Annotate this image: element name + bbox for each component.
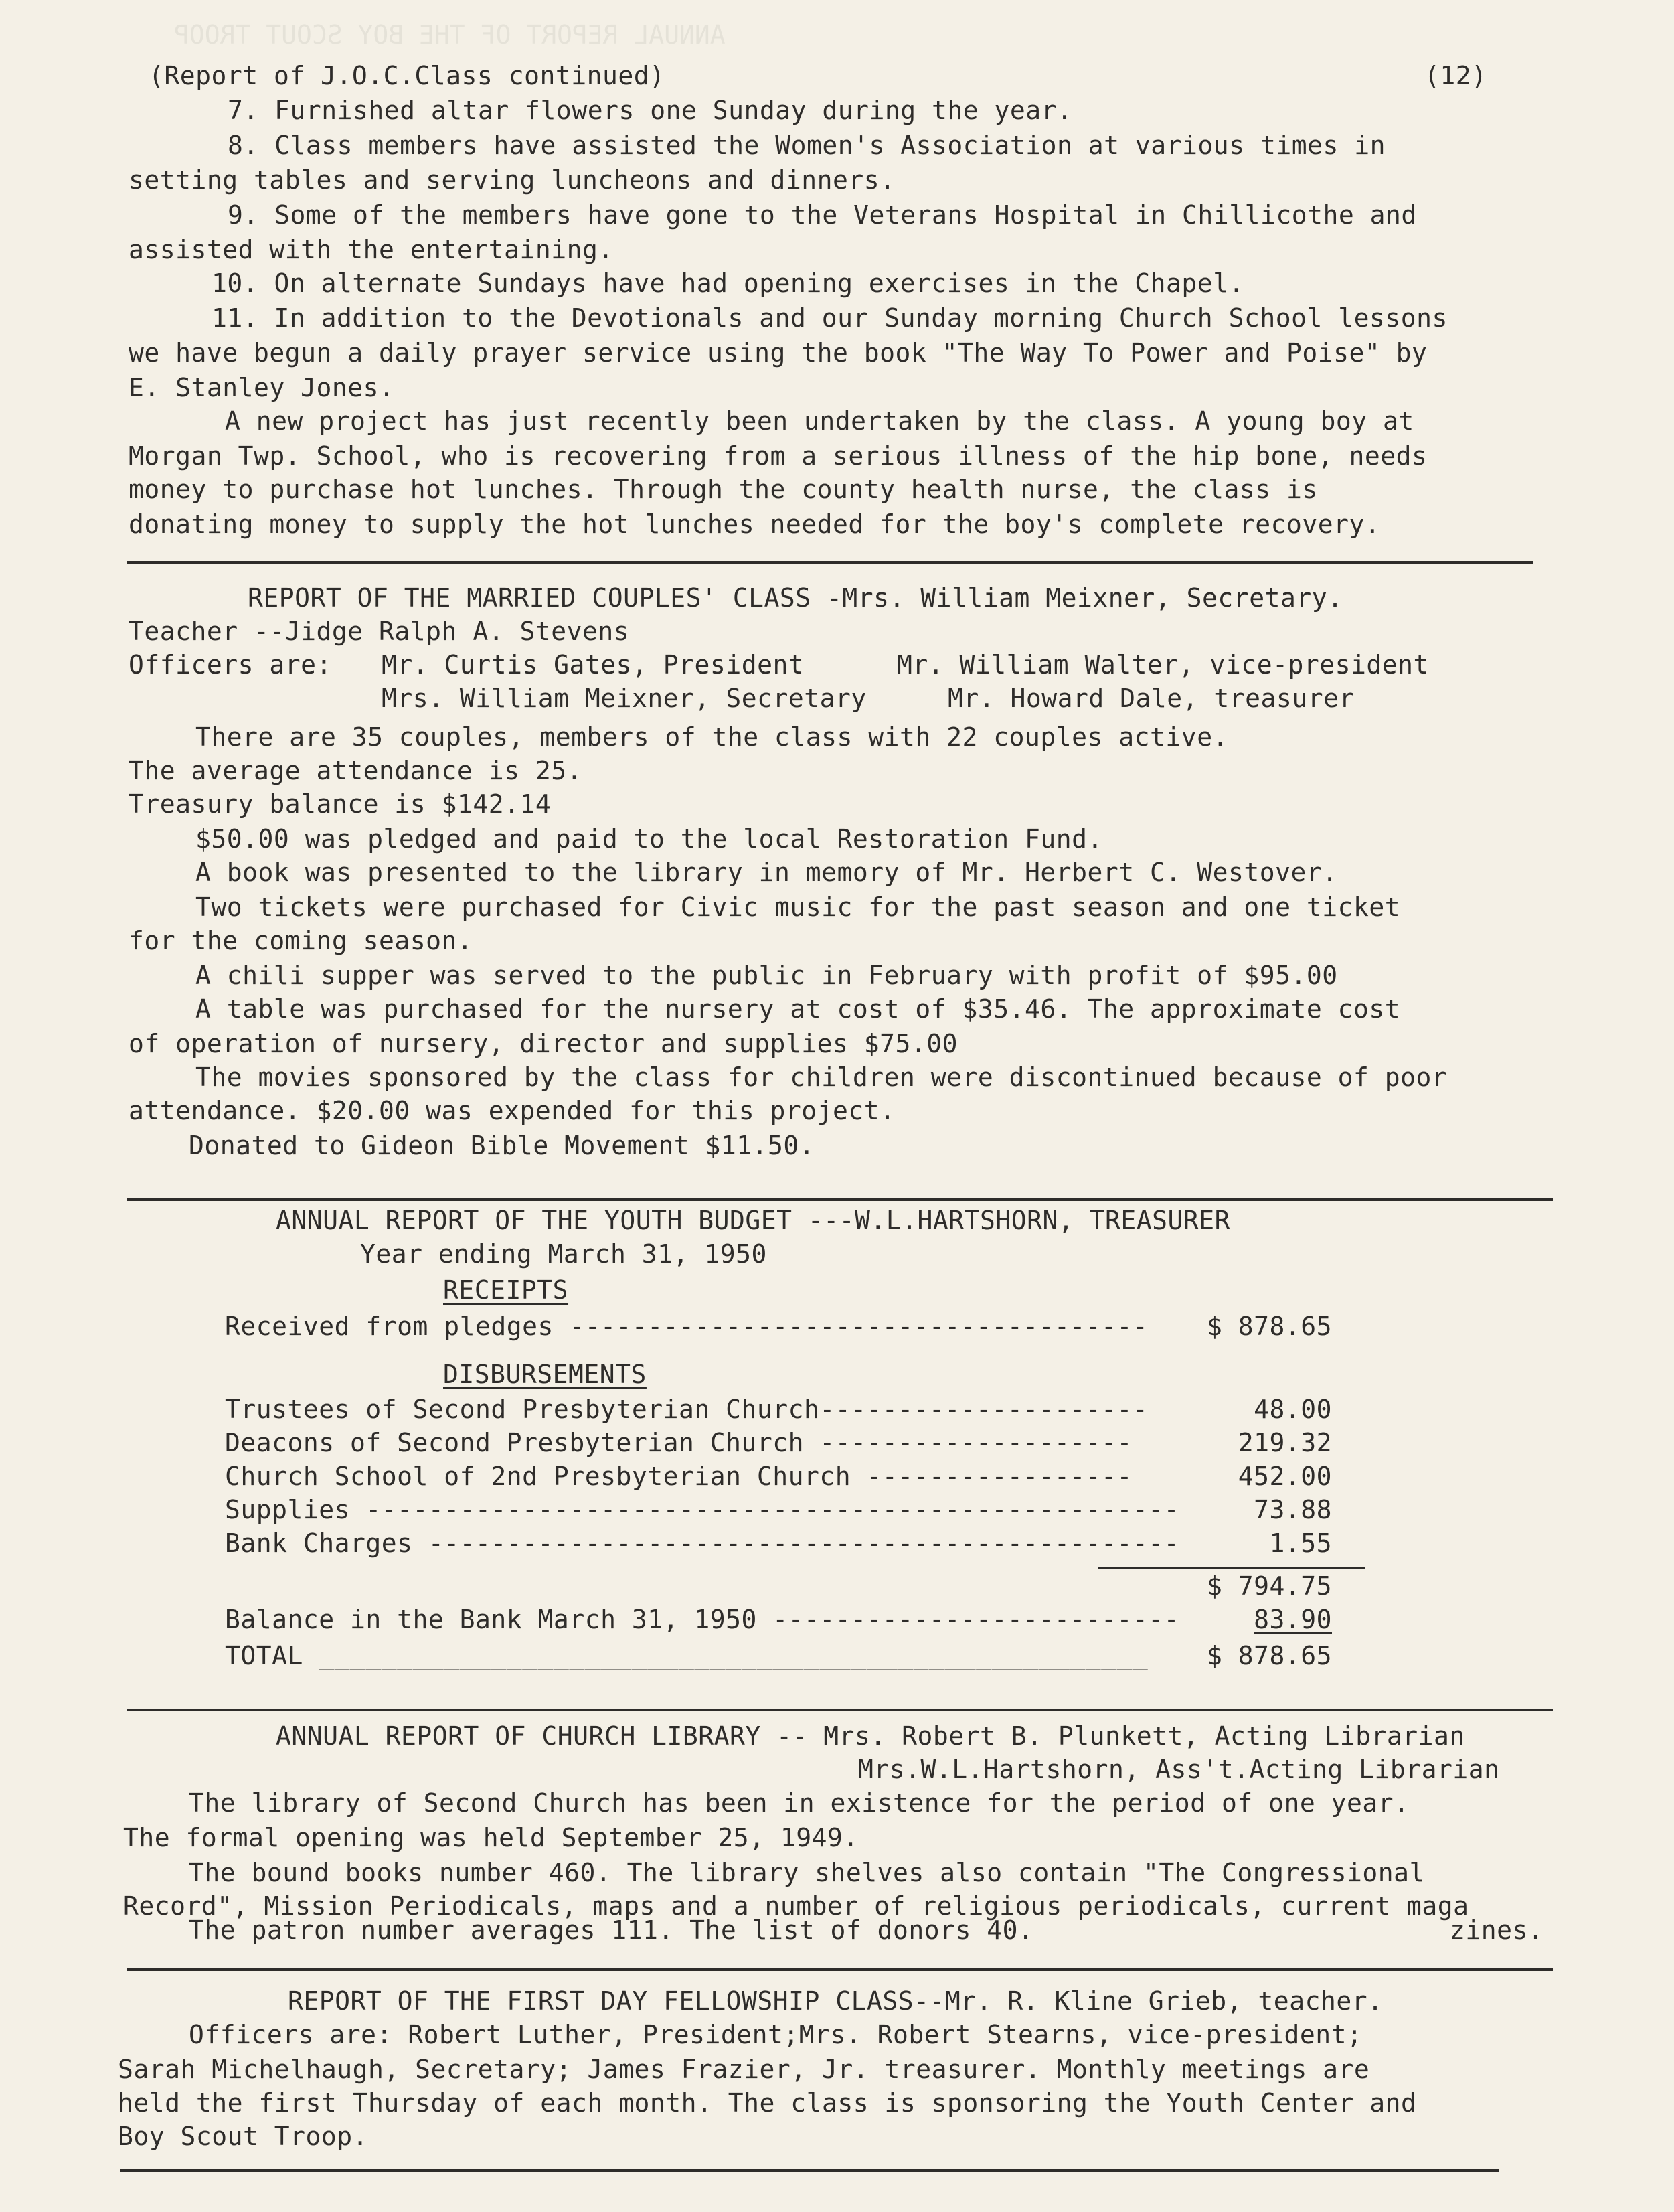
balance-label: Balance in the Bank March 31, 1950 -------------------------- — [225, 1605, 1180, 1634]
married-line: A book was presented to the library in memory of Mr. Herbert C. Westover. — [195, 858, 1338, 887]
disbursements-heading: DISBURSEMENTS — [443, 1360, 647, 1389]
joc-line: 7. Furnished altar flowers one Sunday during the year. — [228, 96, 1073, 125]
section-divider — [127, 561, 1533, 564]
joc-line: Morgan Twp. School, who is recovering from a serious illness of the hip bone, needs — [129, 441, 1428, 471]
married-officer: Mr. Curtis Gates, President — [382, 650, 805, 680]
library-line: Record", Mission Periodicals, maps and a number of religious periodicals, current maga — [123, 1891, 1469, 1921]
youth-title: ANNUAL REPORT OF THE YOUTH BUDGET ---W.L.HARTSHORN, TREASURER — [276, 1206, 1231, 1235]
receipt-row-label: Received from pledges ------------------------------------- — [225, 1312, 1149, 1341]
married-line: Treasury balance is $142.14 — [129, 789, 552, 819]
receipts-heading: RECEIPTS — [443, 1275, 569, 1305]
married-line: Donated to Gideon Bible Movement $11.50. — [189, 1131, 815, 1160]
fellowship-line: held the first Thursday of each month. The class is sponsoring the Youth Center and — [118, 2088, 1417, 2118]
disbursement-row-label: Deacons of Second Presbyterian Church -------------------- — [225, 1428, 1133, 1457]
library-line: The library of Second Church has been in existence for the period of one year. — [189, 1788, 1410, 1818]
fellowship-title: REPORT OF THE FIRST DAY FELLOWSHIP CLASS--Mr. R. Kline Grieb, teacher. — [288, 1986, 1384, 2016]
disbursement-row-label: Bank Charges ------------------------------------------------ — [225, 1528, 1180, 1558]
joc-line: 11. In addition to the Devotionals and our Sunday morning Church School lessons — [212, 303, 1448, 333]
library-overflow: zines. — [1450, 1915, 1544, 1945]
joc-line: E. Stanley Jones. — [129, 373, 395, 402]
youth-year: Year ending March 31, 1950 — [360, 1239, 767, 1269]
disbursement-row-amount: 219.32 — [1238, 1428, 1332, 1457]
married-officer: Mr. William Walter, vice-president — [897, 650, 1429, 680]
section-divider — [127, 1968, 1553, 1971]
married-line: $50.00 was pledged and paid to the local Restoration Fund. — [195, 824, 1103, 854]
married-line: A table was purchased for the nursery at cost of $35.46. The approximate cost — [195, 994, 1401, 1024]
married-officer: Mr. Howard Dale, treasurer — [948, 684, 1355, 713]
library-line: The bound books number 460. The library shelves also contain "The Congressional — [189, 1858, 1425, 1887]
joc-line: donating money to supply the hot lunches needed for the boy's complete recovery. — [129, 509, 1381, 539]
total-label: TOTAL _____________________________________________________ — [225, 1641, 1149, 1670]
married-line: There are 35 couples, members of the class with 22 couples active. — [195, 722, 1228, 752]
disbursement-row-label: Church School of 2nd Presbyterian Church ----------------- — [225, 1462, 1133, 1491]
disbursement-row-label: Trustees of Second Presbyterian Church--------------------- — [225, 1395, 1149, 1424]
disbursement-row-amount: 452.00 — [1238, 1462, 1332, 1491]
joc-line: we have begun a daily prayer service using the book "The Way To Power and Poise" by — [129, 338, 1428, 368]
section-divider — [120, 2169, 1499, 2172]
married-officers-label: Officers are: — [129, 650, 332, 680]
library-title: ANNUAL REPORT OF CHURCH LIBRARY -- Mrs. Robert B. Plunkett, Acting Librarian — [276, 1721, 1465, 1751]
fellowship-line: Sarah Michelhaugh, Secretary; James Frazier, Jr. treasurer. Monthly meetings are — [118, 2055, 1370, 2084]
married-line: Two tickets were purchased for Civic music for the past season and one ticket — [195, 892, 1401, 922]
married-line: The average attendance is 25. — [129, 756, 582, 785]
joc-line: 9. Some of the members have gone to the Veterans Hospital in Chillicothe and — [228, 200, 1417, 230]
joc-line: assisted with the entertaining. — [129, 235, 614, 264]
married-teacher: Teacher --Jidge Ralph A. Stevens — [129, 617, 630, 646]
joc-line: 10. On alternate Sundays have had opening exercises in the Chapel. — [212, 268, 1244, 298]
balance-amount: 83.90 — [1254, 1605, 1332, 1634]
disbursement-row-amount: 1.55 — [1269, 1528, 1332, 1558]
married-line: The movies sponsored by the class for children were discontinued because of poor — [195, 1062, 1448, 1092]
married-line: for the coming season. — [129, 926, 473, 955]
disbursement-row-amount: 73.88 — [1254, 1495, 1332, 1524]
joc-line: setting tables and serving luncheons and dinners. — [129, 165, 896, 195]
subtotal-rule — [1098, 1567, 1365, 1569]
section-header-continued: (Report of J.O.C.Class continued) — [149, 61, 665, 90]
joc-line: money to purchase hot lunches. Through the county health nurse, the class is — [129, 475, 1318, 504]
married-line: attendance. $20.00 was expended for this project. — [129, 1096, 896, 1125]
total-amount: $ 878.65 — [1206, 1641, 1332, 1670]
married-line: of operation of nursery, director and supplies $75.00 — [129, 1029, 958, 1058]
disbursement-row-amount: 48.00 — [1254, 1395, 1332, 1424]
library-assistant: Mrs.W.L.Hartshorn, Ass't.Acting Librarian — [858, 1755, 1500, 1784]
receipt-row-amount: $ 878.65 — [1206, 1312, 1332, 1341]
page-number: (12) — [1424, 61, 1487, 90]
fellowship-line: Officers are: Robert Luther, President;Mrs. Robert Stearns, vice-president; — [189, 2020, 1363, 2049]
married-line: A chili supper was served to the public in February with profit of $95.00 — [195, 961, 1338, 990]
bleed-through: ANNUAL REPORT OF THE BOY SCOUT TROOP — [174, 20, 726, 50]
subtotal-amount: $ 794.75 — [1206, 1571, 1332, 1601]
section-divider — [127, 1198, 1553, 1201]
library-line: The patron number averages 111. The list of donors 40. — [189, 1915, 1034, 1945]
fellowship-line: Boy Scout Troop. — [118, 2122, 369, 2151]
disbursement-row-label: Supplies ---------------------------------------------------- — [225, 1495, 1180, 1524]
section-divider — [127, 1709, 1553, 1711]
joc-line: A new project has just recently been undertaken by the class. A young boy at — [225, 406, 1414, 436]
married-officer: Mrs. William Meixner, Secretary — [382, 684, 867, 713]
married-title: REPORT OF THE MARRIED COUPLES' CLASS -Mrs. William Meixner, Secretary. — [248, 583, 1343, 613]
joc-line: 8. Class members have assisted the Women's Association at various times in — [228, 131, 1386, 160]
library-line: The formal opening was held September 25, 1949. — [123, 1823, 859, 1852]
